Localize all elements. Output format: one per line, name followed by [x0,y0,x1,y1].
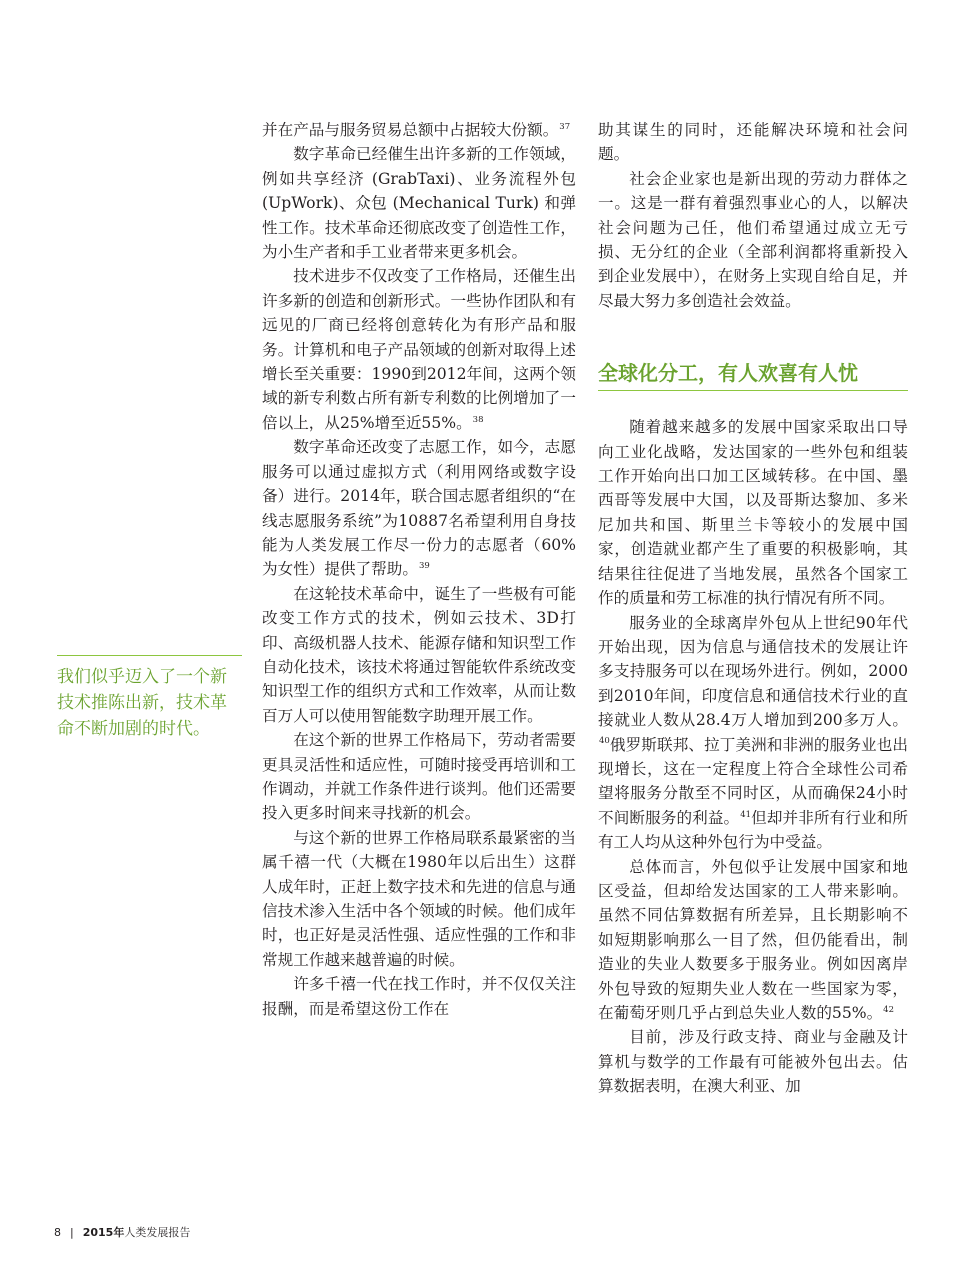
footnote-ref[interactable]: 42 [883,1004,894,1015]
footer-separator: | [70,1226,74,1239]
body-column-middle [262,118,576,1021]
footnote-ref[interactable]: 39 [418,561,430,572]
paragraph: 并在产品与服务贸易总额中占据较大份额。$^{37}$ [262,121,571,139]
pull-quote: 我们似乎迈入了一个新技术推陈出新，技术革命不断加剧的时代。 [57,655,242,742]
paragraph: 总体而言，外包似乎让发展中国家和地区受益，但却给发达国家的工人带来影响。虽然不同估算数据有所差异，且长期影响不如短期影响那么一目了然，但仍能看出，制造业的失业人数要多于服务业。例如因离岸外包导致的短期失业人数在一些国家为零，在葡萄牙则几乎占到总失业人数的55%。$^{42}$ [598,857,908,1022]
paragraph: 数字革命还改变了志愿工作，如今，志愿服务可以通过虚拟方式（利用网络或数字设备）进行。2014年，联合国志愿者组织的“在线志愿服务系统”为10887名希望利用自身技能为人类发展工作尽一份力的志愿者（60%为女性）提供了帮助。$^{39}$ [262,438,576,579]
paragraph: 许多千禧一代在找工作时，并不仅仅关注报酬，而是希望这份工作在 [262,975,576,1018]
report-title: 人类发展报告 [124,1226,191,1239]
footnote-ref[interactable]: 40 [599,736,610,747]
paragraph: 助其谋生的同时，还能解决环境和社会问题。 [598,121,908,164]
page-footer [54,1224,190,1240]
section-heading: 全球化分工，有人欢喜有人忧 [598,359,908,391]
body-column-right [598,118,908,1099]
paragraph: 随着越来越多的发展中国家采取出口导向工业化战略，发达国家的一些外包和组装工作开始向出口加工区域转移。在中国、墨西哥等发展中大国，以及哥斯达黎加、多米尼加共和国、斯里兰卡等较小的发展中国家，创造就业都产生了重要的积极影响，其结果往往促进了当地发展，虽然各个国家工作的质量和劳工标准的执行情况有所不同。 [598,418,908,608]
paragraph: 社会企业家也是新出现的劳动力群体之一。这是一群有着强烈事业心的人，以解决社会问题为己任，他们希望通过成立无亏损、无分红的企业（全部利润都将重新投入到企业发展中），在财务上实现自给自足，并尽最大努力多创造社会效益。 [598,169,908,310]
paragraph: 技术进步不仅改变了工作格局，还催生出许多新的创造和创新形式。一些协作团队和有远见的厂商已经将创意转化为有形产品和服务。计算机和电子产品领域的创新对取得上述增长至关重要：1990到2012年间，这两个领域的新专利数占所有新专利数的比例增加了一倍以上，从25%增至近55%。$^{38}$ [262,267,576,432]
page-number: 8 [54,1226,61,1239]
report-year: 2015年 [82,1226,125,1239]
paragraph: 目前，涉及行政支持、商业与金融及计算机与数学的工作最有可能被外包出去。估算数据表明，在澳大利亚、加 [598,1028,908,1096]
footnote-ref[interactable]: 38 [472,414,484,425]
paragraph: 在这轮技术革命中，诞生了一些极有可能改变工作方式的技术，例如云技术、3D打印、高级机器人技术、能源存储和知识型工作自动化技术，该技术将通过智能软件系统改变知识型工作的组织方式和工作效率，从而让数百万人可以使用智能数字助理开展工作。 [262,584,576,725]
paragraph: 在这个新的世界工作格局下，劳动者需要更具灵活性和适应性，可随时接受再培训和工作调动，并就工作条件进行谈判。他们还需要投入更多时间来寻找新的机会。 [262,731,576,823]
paragraph: 数字革命已经催生出许多新的工作领域，例如共享经济 (GrabTaxi)、业务流程外包 (UpWork)、众包 (Mechanical Turk) 和弹性工作。技术革命还彻底改变了创造性工作，为小生产者和手工业者带来更多机会。 [262,145,576,262]
paragraph: 服务业的全球离岸外包从上世纪90年代开始出现，因为信息与通信技术的发展让许多支持服务可以在现场外进行。例如，2000到2010年间，印度信息和通信技术行业的直接就业人数从28.4万人增加到200多万人。$^{40}$俄罗斯联邦、拉丁美洲和非洲的服务业也出现增长，这在一定程度上符合全球性公司希望将服务分散至不同时区，从而确保24小时不间断服务的利益。$^{41}$但却并非所有行业和所有工人均从这种外包行为中受益。 [598,613,908,852]
paragraph: 与这个新的世界工作格局联系最紧密的当属千禧一代（大概在1980年以后出生）这群人成年时，正赶上数字技术和先进的信息与通信技术渗入生活中各个领域的时候。他们成年时，也正好是灵活性强、适应性强的工作和非常规工作越来越普遍的时候。 [262,828,576,969]
footnote-ref[interactable]: 37 [559,121,571,132]
footnote-ref[interactable]: 41 [740,809,752,820]
